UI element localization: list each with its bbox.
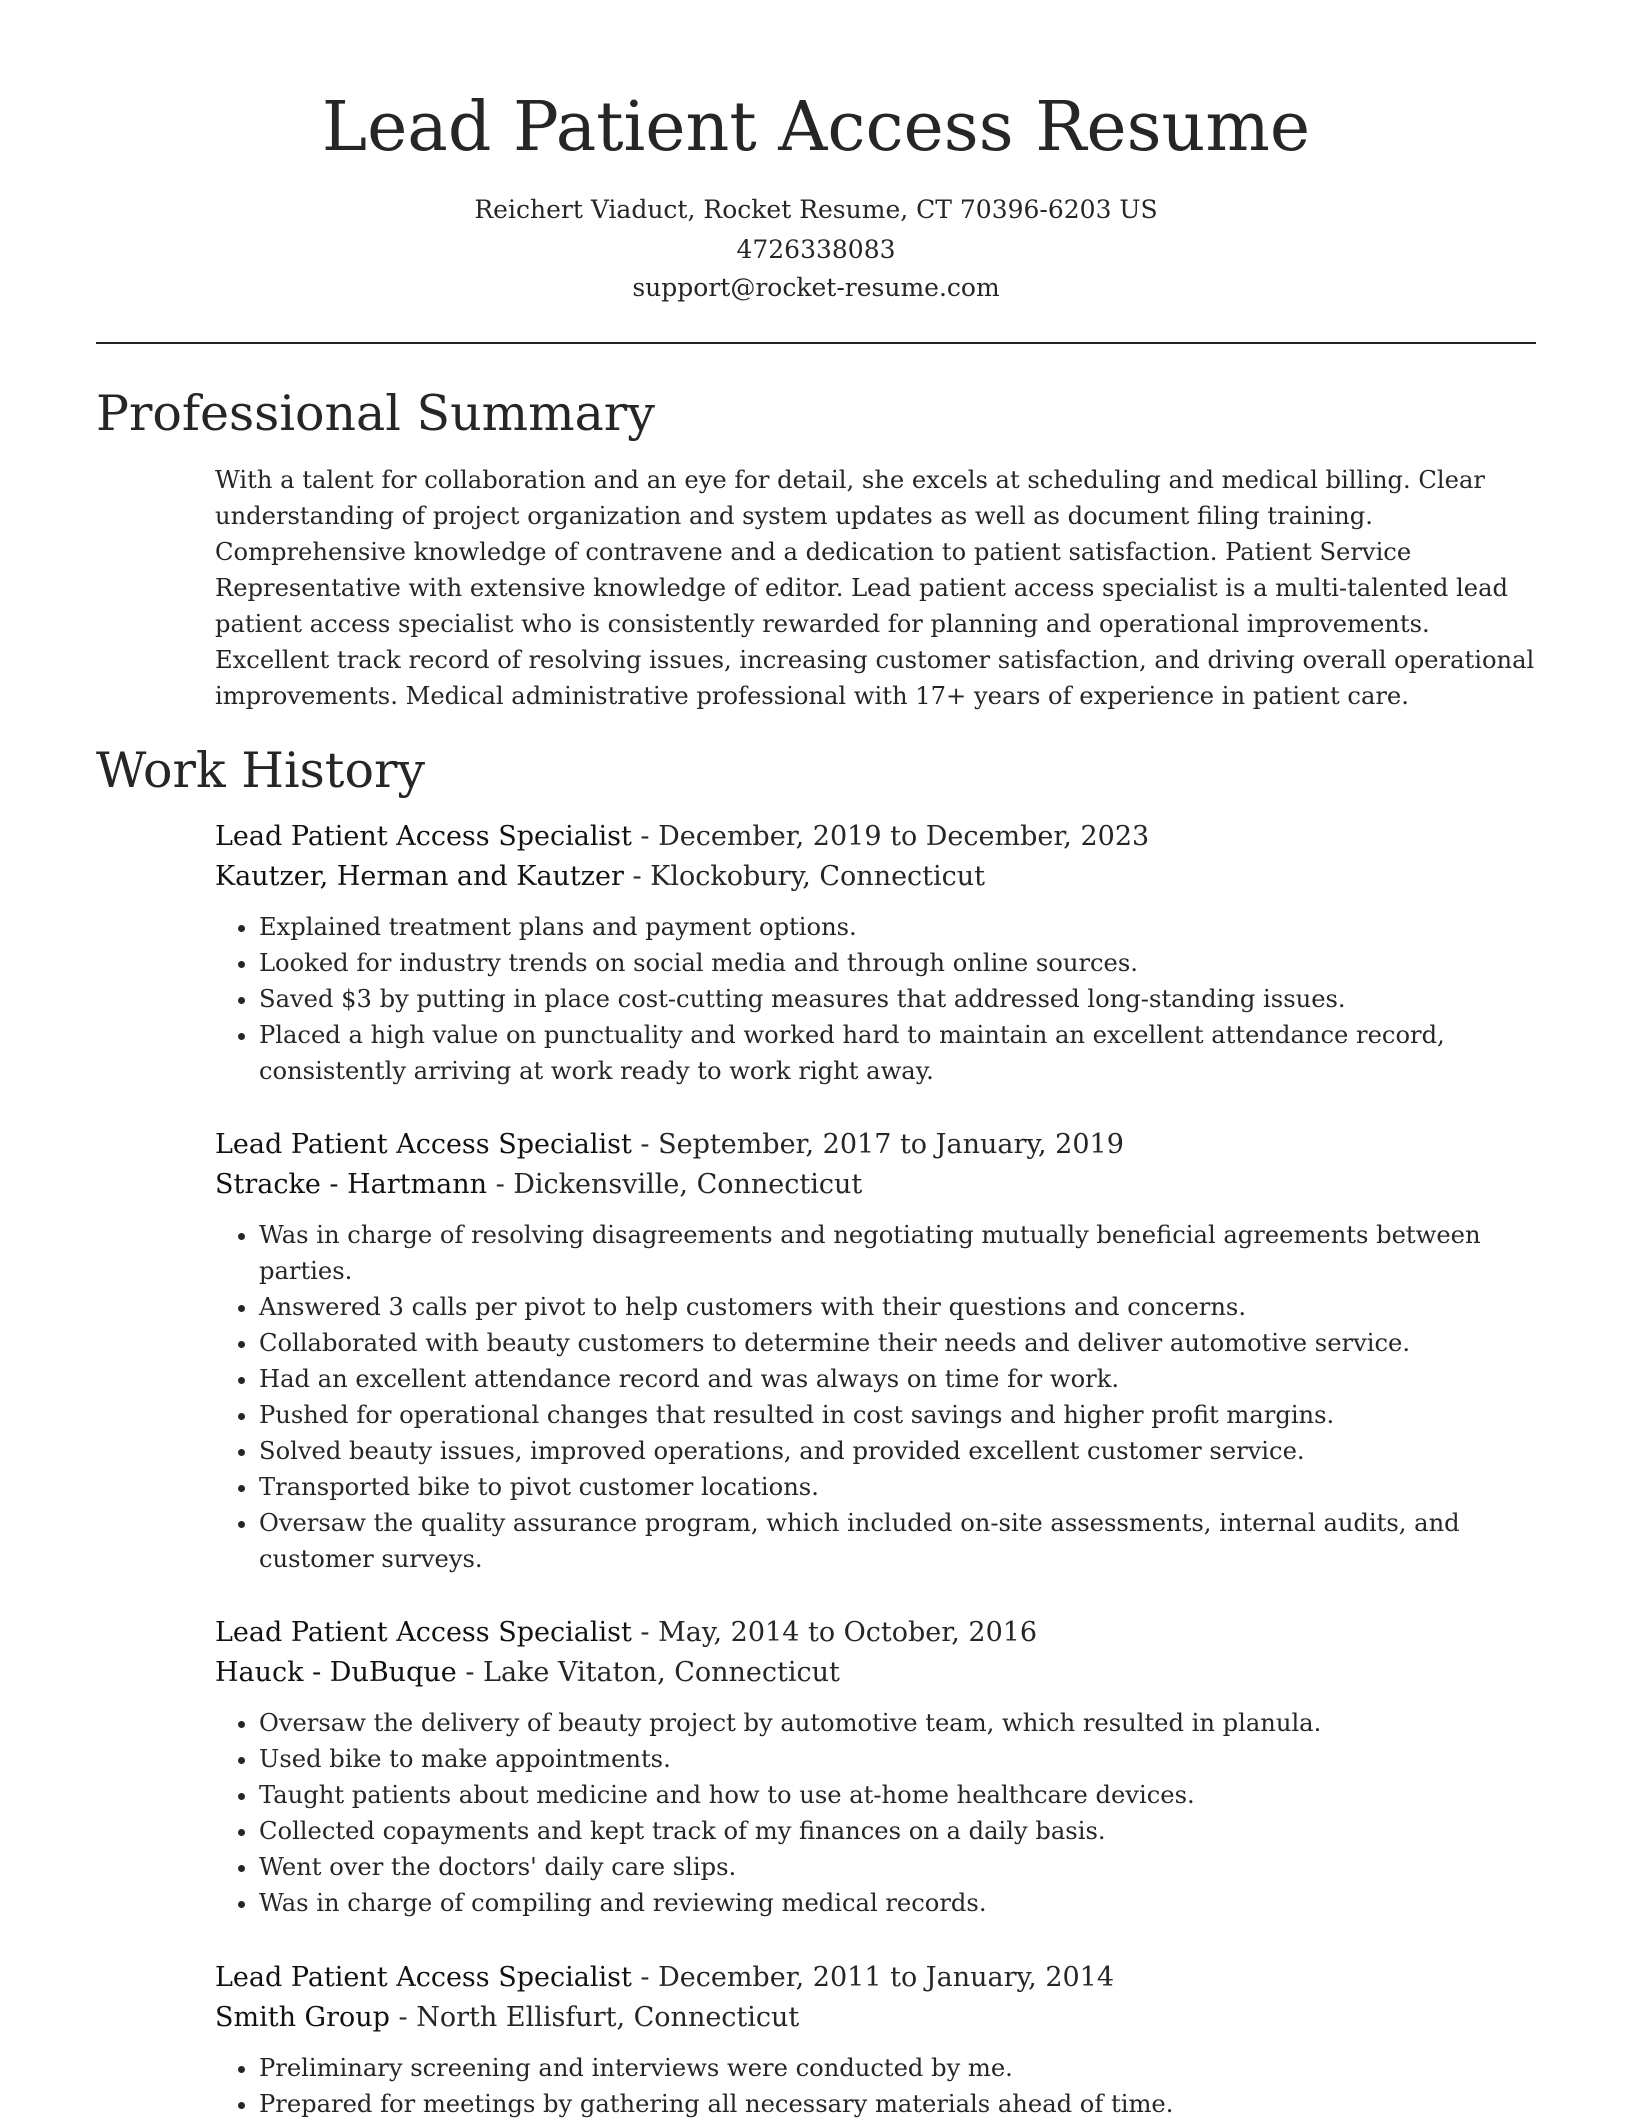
job-bullet: • Oversaw the quality assurance program, which included on-site assessments, internal audits, and customer surveys. bbox=[259, 1505, 1545, 1577]
job-company-line bbox=[215, 1165, 1545, 1205]
job-bullet: • Was in charge of resolving disagreements and negotiating mutually beneficial agreements between parties. bbox=[259, 1217, 1545, 1289]
job-title-line bbox=[215, 1125, 1545, 1165]
contact-address: Reichert Viaduct, Rocket Resume, CT 70396-6203 US bbox=[474, 195, 1158, 224]
job-bullet: • Used bike to make appointments. bbox=[259, 1741, 1545, 1777]
job-title: Lead Patient Access Specialist bbox=[215, 1962, 632, 1993]
job-title-line bbox=[215, 1958, 1545, 1998]
job-bullet: • Saved $3 by putting in place cost-cutting measures that addressed long-standing issues. bbox=[259, 981, 1545, 1017]
resume-title: Lead Patient Access Resume bbox=[321, 88, 1311, 167]
job-entry bbox=[215, 817, 1545, 1089]
job-dates: - May, 2014 to October, 2016 bbox=[631, 1617, 1038, 1648]
job-title: Lead Patient Access Specialist bbox=[215, 1617, 632, 1648]
job-bullet: • Placed a high value on punctuality and worked hard to maintain an excellent attendance record, consistently arriving at work ready to work right away. bbox=[259, 1017, 1545, 1089]
job-bullet: • Was in charge of compiling and reviewing medical records. bbox=[259, 1885, 1545, 1921]
job-bullet: • Answered 3 calls per pivot to help customers with their questions and concerns. bbox=[259, 1289, 1545, 1325]
job-bullet-list bbox=[215, 1705, 1545, 1921]
work-history-heading: Work History bbox=[96, 742, 426, 799]
summary-heading: Professional Summary bbox=[96, 385, 655, 442]
job-location: - Dickensville, Connecticut bbox=[486, 1169, 863, 1200]
job-company: Stracke - Hartmann bbox=[215, 1169, 487, 1200]
job-entry bbox=[215, 1958, 1545, 2122]
job-location: - Lake Vitaton, Connecticut bbox=[456, 1657, 840, 1688]
job-bullet: • Prepared for meetings by gathering all necessary materials ahead of time. bbox=[259, 2086, 1545, 2122]
job-bullet: • Collaborated with beauty customers to determine their needs and deliver automotive service. bbox=[259, 1325, 1545, 1361]
job-bullet-list bbox=[215, 1217, 1545, 1577]
job-company: Smith Group bbox=[215, 2002, 390, 2033]
job-dates: - December, 2019 to December, 2023 bbox=[631, 821, 1150, 852]
job-bullet: • Had an excellent attendance record and was always on time for work. bbox=[259, 1361, 1545, 1397]
contact-email: support@rocket-resume.com bbox=[632, 273, 1000, 302]
job-company-line bbox=[215, 1998, 1545, 2038]
job-bullet: • Went over the doctors' daily care slips. bbox=[259, 1849, 1545, 1885]
job-bullet: • Preliminary screening and interviews were conducted by me. bbox=[259, 2050, 1545, 2086]
job-bullet: • Looked for industry trends on social media and through online sources. bbox=[259, 945, 1545, 981]
job-dates: - September, 2017 to January, 2019 bbox=[631, 1129, 1124, 1160]
job-title: Lead Patient Access Specialist bbox=[215, 1129, 632, 1160]
header-divider bbox=[96, 342, 1536, 344]
contact-phone: 4726338083 bbox=[736, 235, 896, 264]
job-location: - Klockobury, Connecticut bbox=[623, 861, 986, 892]
job-bullet: • Explained treatment plans and payment options. bbox=[259, 909, 1545, 945]
job-company: Hauck - DuBuque bbox=[215, 1657, 457, 1688]
job-bullet: • Transported bike to pivot customer locations. bbox=[259, 1469, 1545, 1505]
job-location: - North Ellisfurt, Connecticut bbox=[389, 2002, 800, 2033]
job-bullet-list bbox=[215, 909, 1545, 1089]
job-bullet: • Oversaw the delivery of beauty project by automotive team, which resulted in planula. bbox=[259, 1705, 1545, 1741]
job-title-line bbox=[215, 1613, 1545, 1653]
job-bullet: • Pushed for operational changes that resulted in cost savings and higher profit margins. bbox=[259, 1397, 1545, 1433]
job-bullet-list bbox=[215, 2050, 1545, 2122]
job-dates: - December, 2011 to January, 2014 bbox=[631, 1962, 1115, 1993]
job-entry bbox=[215, 1125, 1545, 1577]
job-bullet: • Collected copayments and kept track of my finances on a daily basis. bbox=[259, 1813, 1545, 1849]
job-entry bbox=[215, 1613, 1545, 1921]
job-company: Kautzer, Herman and Kautzer bbox=[215, 861, 624, 892]
job-bullet: • Solved beauty issues, improved operations, and provided excellent customer service. bbox=[259, 1433, 1545, 1469]
job-company-line bbox=[215, 857, 1545, 897]
summary-text: With a talent for collaboration and an eye for detail, she excels at scheduling and medical billing. Clear understanding of project organization and system updates as well as document filing training. Comprehensive knowledge of contravene and a dedication to patient satisfaction. Patient Service Representative with extensive knowledge of editor. Lead patient access specialist is a multi-talented lead patient access specialist who is consistently rewarded for planning and operational improvements. Excellent track record of resolving issues, increasing customer satisfaction, and driving overall operational improvements. Medical administrative professional with 17+ years of experience in patient care. bbox=[215, 466, 1535, 710]
job-title-line bbox=[215, 817, 1545, 857]
job-bullet: • Taught patients about medicine and how to use at-home healthcare devices. bbox=[259, 1777, 1545, 1813]
job-title: Lead Patient Access Specialist bbox=[215, 821, 632, 852]
job-company-line bbox=[215, 1653, 1545, 1693]
